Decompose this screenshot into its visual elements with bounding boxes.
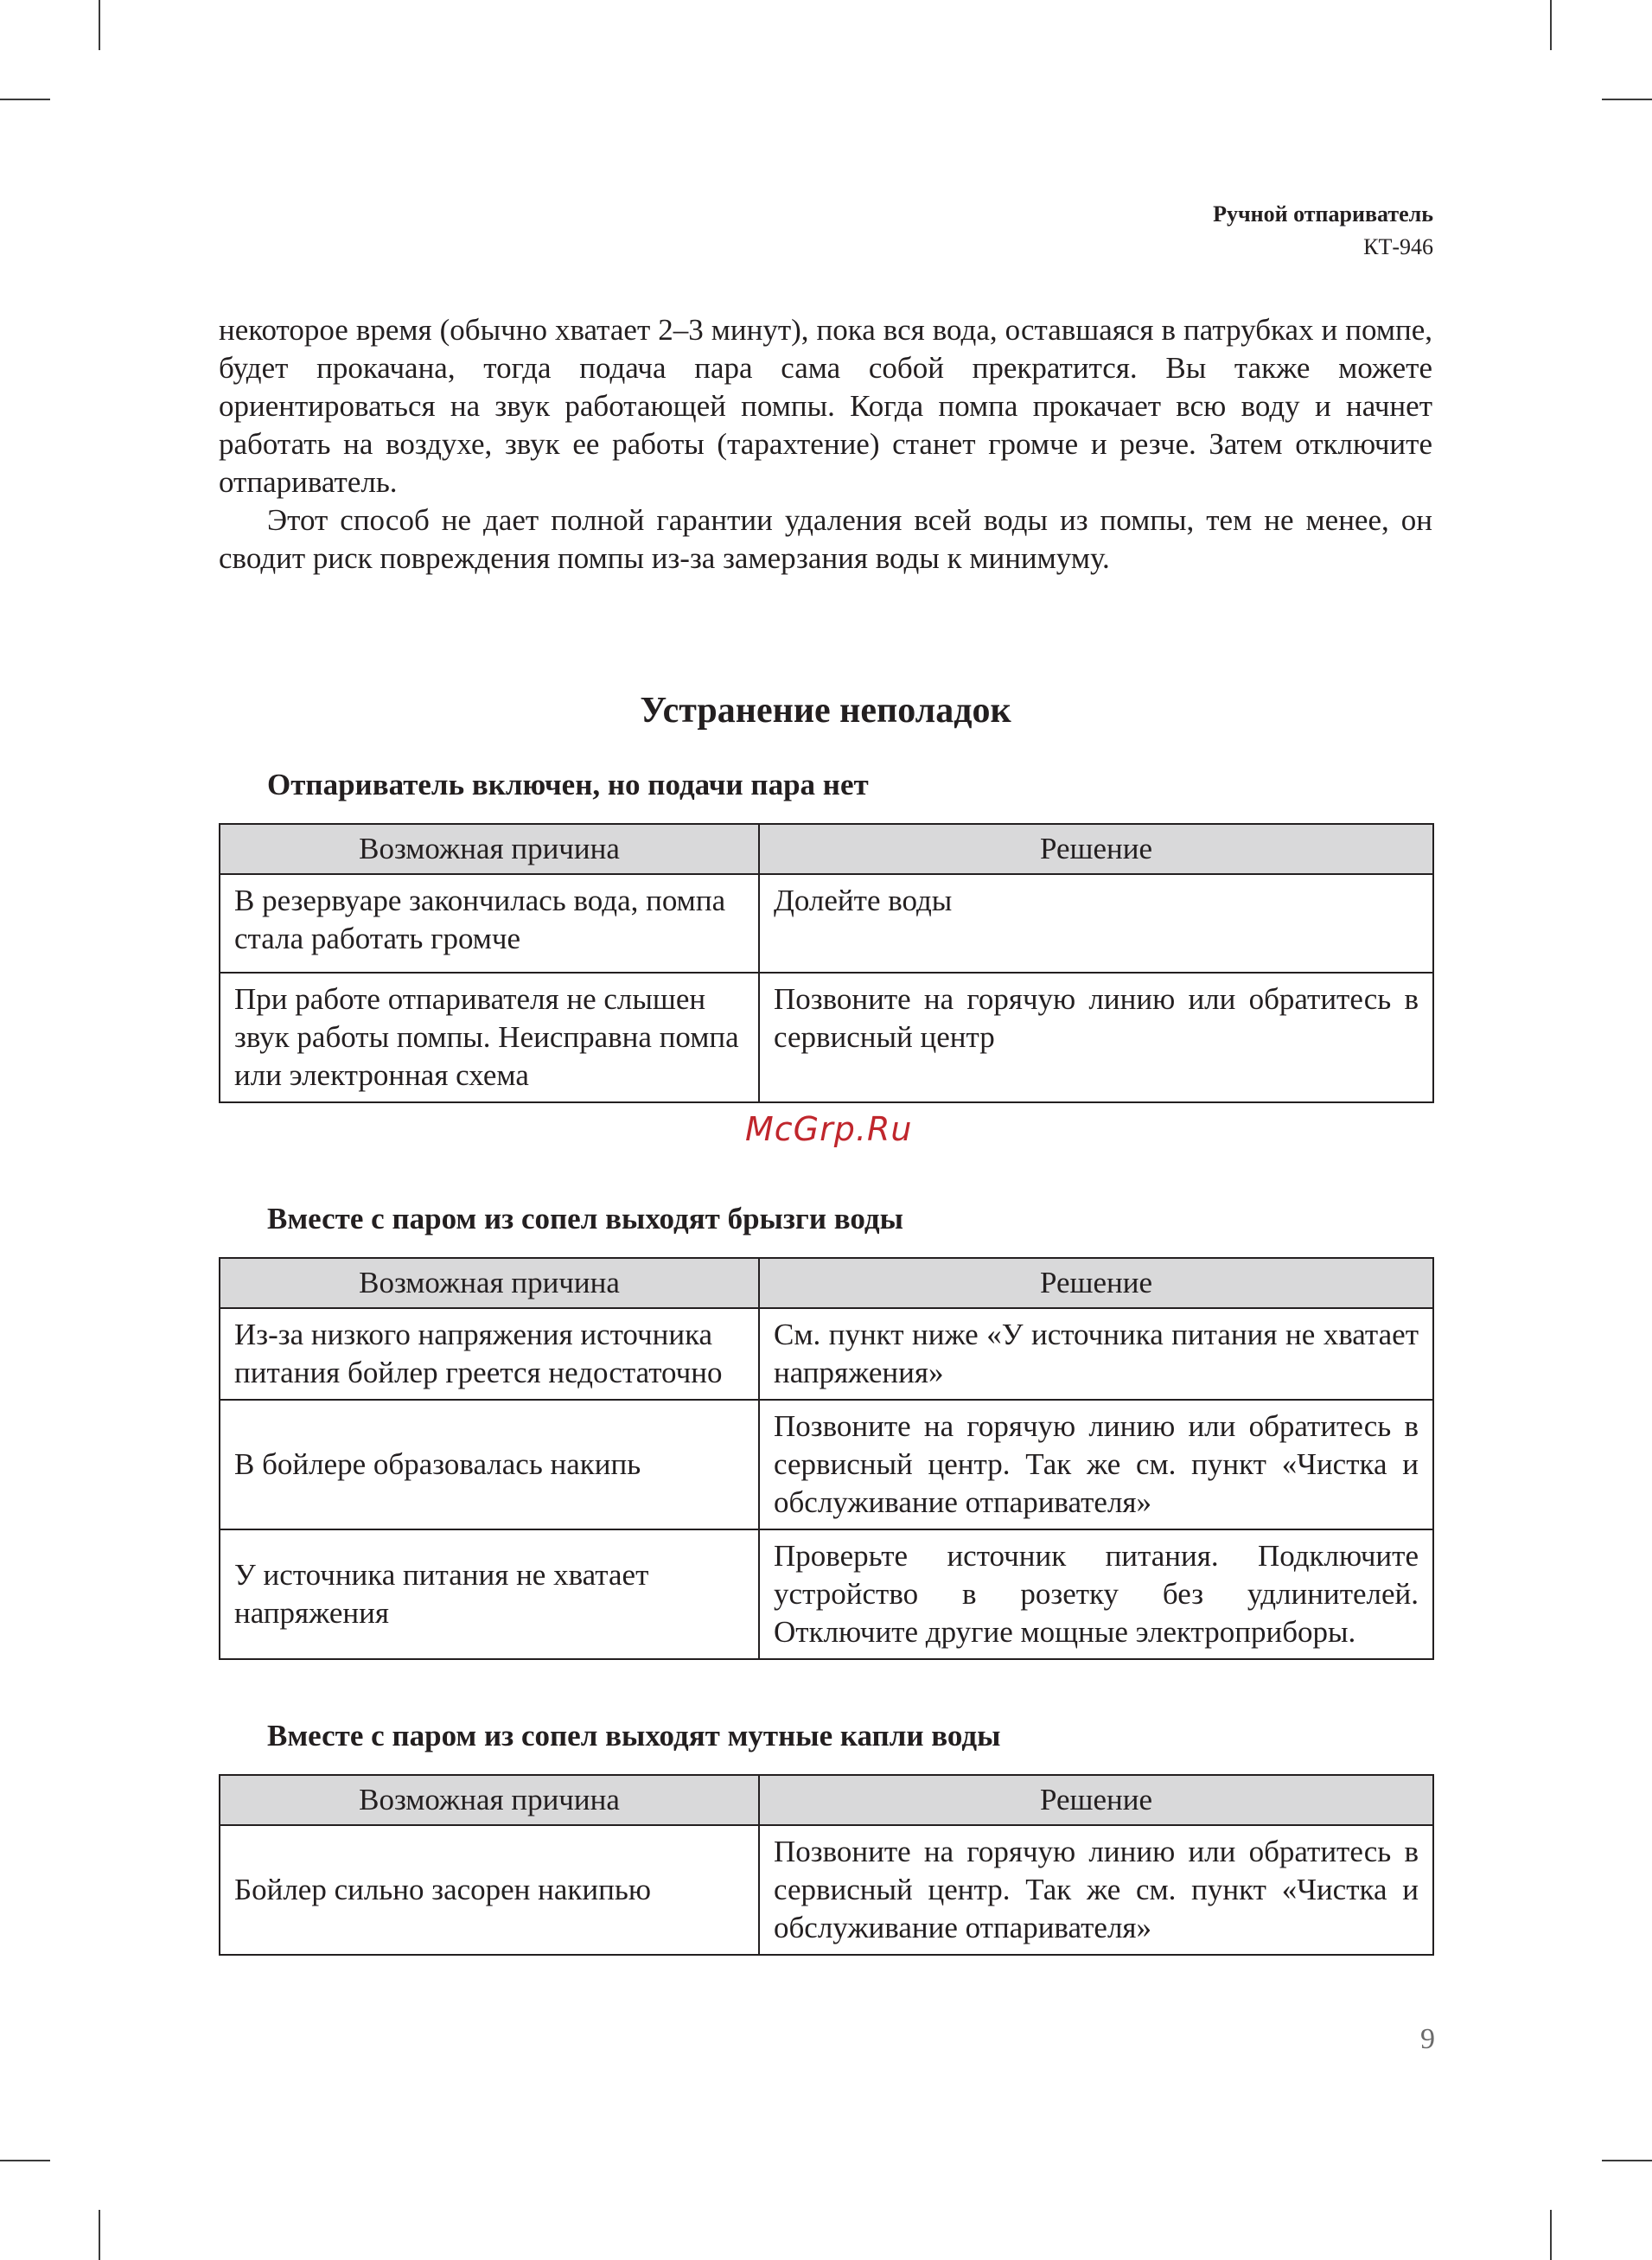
troubleshooting-table [219, 1774, 1434, 1956]
solution-cell: Проверьте источник питания. Подключите устройство в розетку без удлинителей. Отключите другие мощные электроприборы. [759, 1529, 1433, 1659]
table-row [220, 1825, 1433, 1955]
section-title: Устранение неполадок [640, 691, 1011, 731]
intro-paragraph-1: некоторое время (обычно хватает 2–3 минут), пока вся вода, оставшаяся в патрубках и помпе, будет прокачана, тогда подача пара сама собой прекратится. Вы также можете ориентироваться на звук работающей помпы. Когда помпа прокачает всю воду и начнет работать на воздухе, звук ее работы (тарахтение) станет громче и резче. Затем отключите отпариватель. [219, 313, 1432, 499]
table-header-row [220, 1258, 1433, 1308]
cause-cell: У источника питания не хватает напряжения [220, 1529, 759, 1659]
cause-cell: При работе отпаривателя не слышен звук работы помпы. Неисправна помпа или электронная схема [220, 973, 759, 1102]
crop-mark [99, 2210, 100, 2260]
crop-mark [99, 0, 100, 50]
solution-cell: См. пункт ниже «У источника питания не хватает напряжения» [759, 1308, 1433, 1400]
solution-cell: Позвоните на горячую линию или обратитесь в сервисный центр [759, 973, 1433, 1102]
solution-cell: Долейте воды [759, 874, 1433, 973]
cause-cell: В резервуаре закончилась вода, помпа стала работать громче [220, 874, 759, 973]
header-model-number: КТ-946 [1363, 234, 1433, 259]
table-row [220, 1308, 1433, 1400]
cause-cell: Бойлер сильно засорен накипью [220, 1825, 759, 1955]
running-header [1213, 197, 1433, 263]
crop-mark [1550, 0, 1552, 50]
problem-heading: Отпариватель включен, но подачи пара нет [267, 768, 869, 801]
troubleshooting-table [219, 1257, 1434, 1660]
column-header-solution: Решение [759, 824, 1433, 874]
column-header-cause: Возможная причина [220, 1258, 759, 1308]
crop-mark [1602, 99, 1652, 100]
solution-cell: Позвоните на горячую линию или обратитесь в сервисный центр. Так же см. пункт «Чистка и обслуживание отпаривателя» [759, 1825, 1433, 1955]
problem-heading: Вместе с паром из сопел выходят мутные капли воды [267, 1719, 1001, 1752]
cause-cell: В бойлере образовалась накипь [220, 1400, 759, 1529]
column-header-cause: Возможная причина [220, 1775, 759, 1825]
table-header-row [220, 1775, 1433, 1825]
intro-paragraph-2: Этот способ не дает полной гарантии удаления всей воды из помпы, тем не менее, он сводит риск повреждения помпы из-за замерзания воды к минимуму. [219, 503, 1432, 575]
crop-mark [0, 99, 50, 100]
page-number: 9 [1420, 2023, 1435, 2055]
solution-cell: Позвоните на горячую линию или обратитесь в сервисный центр. Так же см. пункт «Чистка и обслуживание отпаривателя» [759, 1400, 1433, 1529]
table-row [220, 1529, 1433, 1659]
table-row [220, 1400, 1433, 1529]
table-row [220, 874, 1433, 973]
column-header-solution: Решение [759, 1775, 1433, 1825]
watermark-logo: McGrp.Ru [745, 1110, 913, 1148]
troubleshooting-block-2 [219, 1200, 1432, 1660]
crop-mark [1602, 2160, 1652, 2161]
column-header-cause: Возможная причина [220, 824, 759, 874]
table-row [220, 973, 1433, 1102]
cause-cell: Из-за низкого напряжения источника питания бойлер греется недостаточно [220, 1308, 759, 1400]
troubleshooting-block-1 [219, 766, 1432, 1103]
crop-mark [1550, 2210, 1552, 2260]
intro-text [219, 311, 1432, 578]
crop-mark [0, 2160, 50, 2161]
table-header-row [220, 824, 1433, 874]
problem-heading: Вместе с паром из сопел выходят брызги воды [267, 1202, 903, 1235]
troubleshooting-block-3 [219, 1717, 1432, 1956]
header-product-title: Ручной отпариватель [1213, 201, 1433, 227]
troubleshooting-table [219, 823, 1434, 1103]
column-header-solution: Решение [759, 1258, 1433, 1308]
